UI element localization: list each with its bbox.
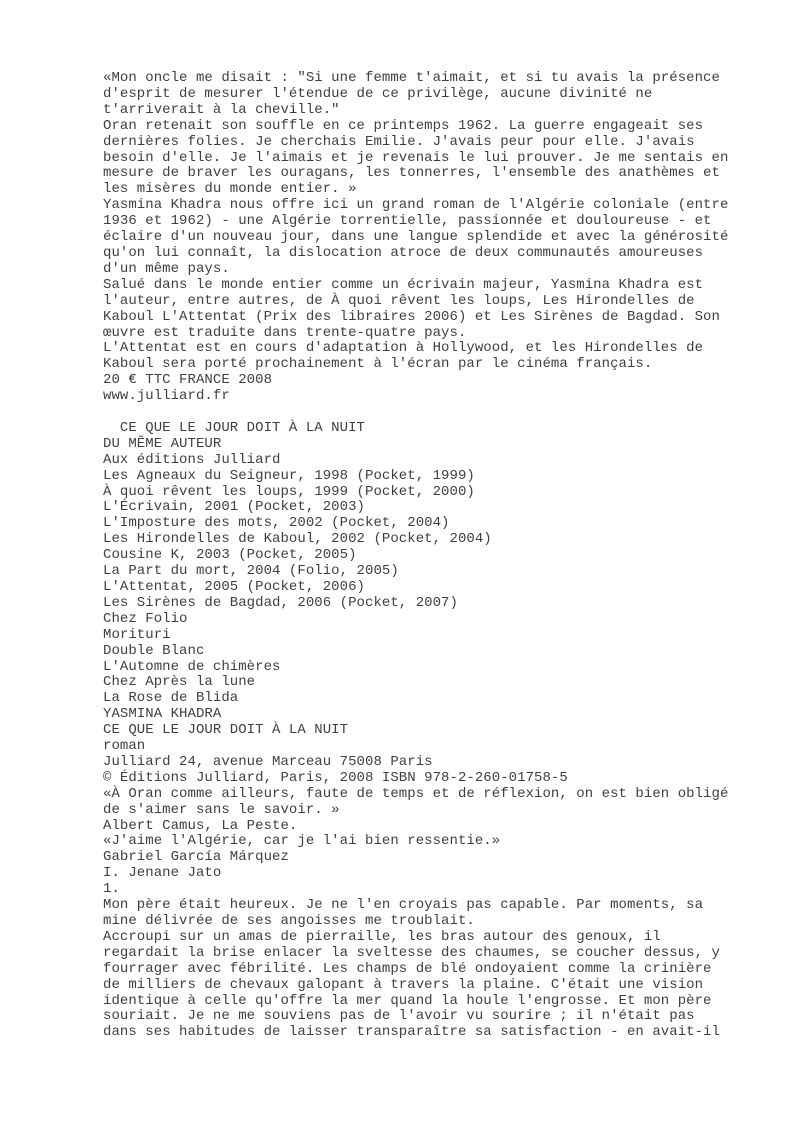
text-line: L'Attentat, 2005 (Pocket, 2006) bbox=[103, 578, 365, 595]
text-line: de milliers de chevaux galopant à travers la plaine. C'était une vision bbox=[103, 976, 704, 993]
text-line: © Éditions Julliard, Paris, 2008 ISBN 978-2-260-01758-5 bbox=[103, 769, 568, 786]
text-line: de s'aimer sans le savoir. » bbox=[103, 801, 340, 818]
text-line: La Part du mort, 2004 (Folio, 2005) bbox=[103, 563, 399, 580]
text-line: L'Attentat est en cours d'adaptation à Hollywood, et les Hirondelles de bbox=[103, 340, 704, 357]
text-line: souriait. Je ne me souviens pas de l'avoir vu sourire ; il n'était pas bbox=[103, 1008, 695, 1025]
text-line: Gabriel García Márquez bbox=[103, 849, 289, 866]
text-line: www.julliard.fr bbox=[103, 388, 230, 405]
text-line: mesure de braver les ouragans, les tonnerres, l'ensemble des anathèmes et bbox=[103, 165, 720, 182]
text-line: mine délivrée de ses angoisses me troublait. bbox=[103, 913, 475, 930]
text-line: Yasmina Khadra nous offre ici un grand roman de l'Algérie coloniale (entre bbox=[103, 197, 729, 214]
text-line: Aux éditions Julliard bbox=[103, 451, 281, 468]
text-line: Double Blanc bbox=[103, 642, 205, 659]
text-line: d'esprit de mesurer l'étendue de ce privilège, aucune divinité ne bbox=[103, 85, 653, 102]
text-line: dans ses habitudes de laisser transparaître sa satisfaction - en avait-il bbox=[103, 1024, 720, 1041]
text-line: Kaboul sera porté prochainement à l'écran par le cinéma français. bbox=[103, 356, 653, 373]
text-line: L'Automne de chimères bbox=[103, 658, 281, 675]
text-line: La Rose de Blida bbox=[103, 690, 239, 707]
text-lines bbox=[103, 71, 728, 1041]
text-line: Julliard 24, avenue Marceau 75008 Paris bbox=[103, 753, 433, 770]
text-line: les misères du monde entier. » bbox=[103, 181, 357, 198]
text-line: L'Écrivain, 2001 (Pocket, 2003) bbox=[103, 499, 365, 516]
text-line: éclaire d'un nouveau jour, dans une langue splendide et avec la générosité bbox=[103, 229, 729, 246]
text-line: «Mon oncle me disait : "Si une femme t'aimait, et si tu avais la présence bbox=[103, 70, 720, 86]
text-line: Oran retenait son souffle en ce printemps 1962. La guerre engageait ses bbox=[103, 117, 704, 134]
text-line: DU MÊME AUTEUR bbox=[103, 435, 222, 452]
text-line: «À Oran comme ailleurs, faute de temps et de réflexion, on est bien obligé bbox=[103, 785, 729, 802]
text-line: dernières folies. Je cherchais Emilie. J'avais peur pour elle. J'avais bbox=[103, 133, 695, 150]
text-line: À quoi rêvent les loups, 1999 (Pocket, 2000) bbox=[103, 483, 475, 500]
text-line: identique à celle qu'offre la mer quand la houle l'engrosse. Et mon père bbox=[103, 992, 712, 1009]
text-line: Chez Après la lune bbox=[103, 674, 256, 691]
text-line: YASMINA KHADRA bbox=[103, 706, 222, 723]
text-line: Mon père était heureux. Je ne l'en croyais pas capable. Par moments, sa bbox=[103, 897, 704, 914]
text-line: besoin d'elle. Je l'aimais et je revenais le lui prouver. Je me sentais en bbox=[103, 149, 729, 166]
text-line: l'auteur, entre autres, de À quoi rêvent les loups, Les Hirondelles de bbox=[103, 292, 695, 309]
text-line: L'Imposture des mots, 2002 (Pocket, 2004) bbox=[103, 515, 450, 532]
text-line: Kaboul L'Attentat (Prix des libraires 2006) et Les Sirènes de Bagdad. Son bbox=[103, 308, 720, 325]
text-line: I. Jenane Jato bbox=[103, 865, 222, 882]
text-line: roman bbox=[103, 738, 146, 755]
text-line: CE QUE LE JOUR DOIT À LA NUIT bbox=[103, 722, 349, 739]
text-line: Accroupi sur un amas de pierraille, les bras autour des genoux, il bbox=[103, 928, 661, 945]
text-line: CE QUE LE JOUR DOIT À LA NUIT bbox=[103, 419, 365, 436]
text-line: «J'aime l'Algérie, car je l'ai bien ressentie.» bbox=[103, 833, 501, 850]
text-line: d'un même pays. bbox=[103, 260, 230, 277]
text-line: Albert Camus, La Peste. bbox=[103, 817, 298, 834]
text-line bbox=[103, 405, 728, 421]
text-line: t'arriverait à la cheville." bbox=[103, 101, 340, 118]
text-line: Les Hirondelles de Kaboul, 2002 (Pocket, 2004) bbox=[103, 531, 492, 548]
text-line: Salué dans le monde entier comme un écrivain majeur, Yasmina Khadra est bbox=[103, 276, 704, 293]
text-line: 20 € TTC FRANCE 2008 bbox=[103, 372, 273, 389]
text-line: Cousine K, 2003 (Pocket, 2005) bbox=[103, 547, 357, 564]
text-line: œuvre est traduite dans trente-quatre pays. bbox=[103, 324, 467, 341]
text-line: qu'on lui connaît, la dislocation atroce de deux communautés amoureuses bbox=[103, 244, 704, 261]
text-line: regardait la brise enlacer la sveltesse des chaumes, se coucher dessus, y bbox=[103, 944, 720, 961]
text-line: fourrager avec fébrilité. Les champs de blé ondoyaient comme la crinière bbox=[103, 960, 712, 977]
text-line: 1. bbox=[103, 881, 120, 898]
text-line: Morituri bbox=[103, 626, 171, 643]
text-line: Les Agneaux du Seigneur, 1998 (Pocket, 1999) bbox=[103, 467, 475, 484]
text-line: Les Sirènes de Bagdad, 2006 (Pocket, 2007) bbox=[103, 594, 458, 611]
text-line: Chez Folio bbox=[103, 610, 188, 627]
text-line: 1936 et 1962) - une Algérie torrentielle, passionnée et douloureuse - et bbox=[103, 213, 712, 230]
